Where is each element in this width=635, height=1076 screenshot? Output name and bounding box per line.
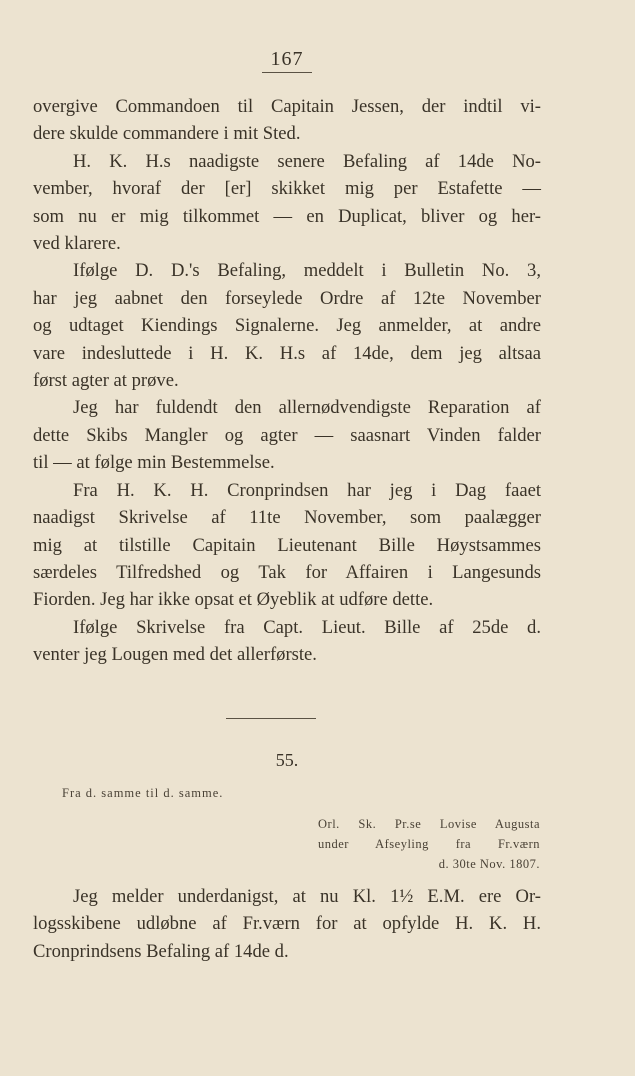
- text-line: har jeg aabnet den forseylede Ordre af 12te November: [33, 287, 541, 309]
- text-line: særdeles Tilfredshed og Tak for Affairen i Langesunds: [33, 561, 541, 583]
- letter-sender-line: Fra d. samme til d. samme.: [62, 786, 224, 800]
- text-line: Jeg melder underdanigst, at nu Kl. 1½ E.M. ere Or-: [73, 886, 541, 907]
- text-line: naadigst Skrivelse af 11te November, som paalægger: [33, 507, 541, 529]
- text-line: venter jeg Lougen med det allerførste.: [33, 644, 317, 666]
- text-line: ved klarere.: [33, 233, 121, 255]
- main-text: [33, 93, 541, 669]
- text-line: som nu er mig tilkommet — en Duplicat, bliver og her-: [33, 205, 541, 227]
- section-divider: [226, 718, 316, 719]
- note-line: under Afseyling fra Fr.værn: [318, 837, 540, 851]
- text-line: Fiorden. Jeg har ikke opsat et Øyeblik at udføre dette.: [33, 589, 434, 611]
- text-line: Fra H. K. H. Cronprindsen har jeg i Dag faaet: [73, 479, 541, 501]
- text-line: Ifølge Skrivelse fra Capt. Lieut. Bille af 25de d.: [73, 616, 541, 638]
- note-line: Orl. Sk. Pr.se Lovise Augusta: [318, 817, 540, 831]
- text-line: til — at følge min Bestemmelse.: [33, 452, 275, 474]
- text-line: mig at tilstille Capitain Lieutenant Bille Høystsammes: [33, 534, 541, 556]
- text-line: dere skulde commandere i mit Sted.: [33, 123, 301, 145]
- text-line: H. K. H.s naadigste senere Befaling af 14de No-: [73, 150, 541, 172]
- text-line: dette Skibs Mangler og agter — saasnart Vinden falder: [33, 424, 541, 446]
- text-line: Jeg har fuldendt den allernødvendigste Reparation af: [73, 397, 541, 419]
- letter-location-note: [318, 814, 540, 874]
- text-line: vare indesluttede i H. K. H.s af 14de, dem jeg altsaa: [33, 342, 541, 364]
- text-line: og udtaget Kiendings Signalerne. Jeg anmelder, at andre: [33, 315, 541, 337]
- text-line: Cronprindsens Befaling af 14de d.: [33, 940, 289, 962]
- text-line: overgive Commandoen til Capitain Jessen, der indtil vi-: [33, 96, 541, 117]
- note-line: d. 30te Nov. 1807.: [438, 857, 540, 871]
- letter-number: 55.: [275, 750, 299, 770]
- text-line: Ifølge D. D.'s Befaling, meddelt i Bulletin No. 3,: [73, 260, 541, 282]
- text-line: først agter at prøve.: [33, 370, 179, 392]
- page-number-rule: [262, 72, 312, 73]
- text-line: logsskibene udløbne af Fr.værn for at opfylde H. K. H.: [33, 913, 541, 935]
- letter-text: [33, 883, 541, 965]
- text-line: vember, hvoraf der [er] skikket mig per Estafette —: [33, 178, 541, 200]
- page-number: 167: [270, 48, 304, 70]
